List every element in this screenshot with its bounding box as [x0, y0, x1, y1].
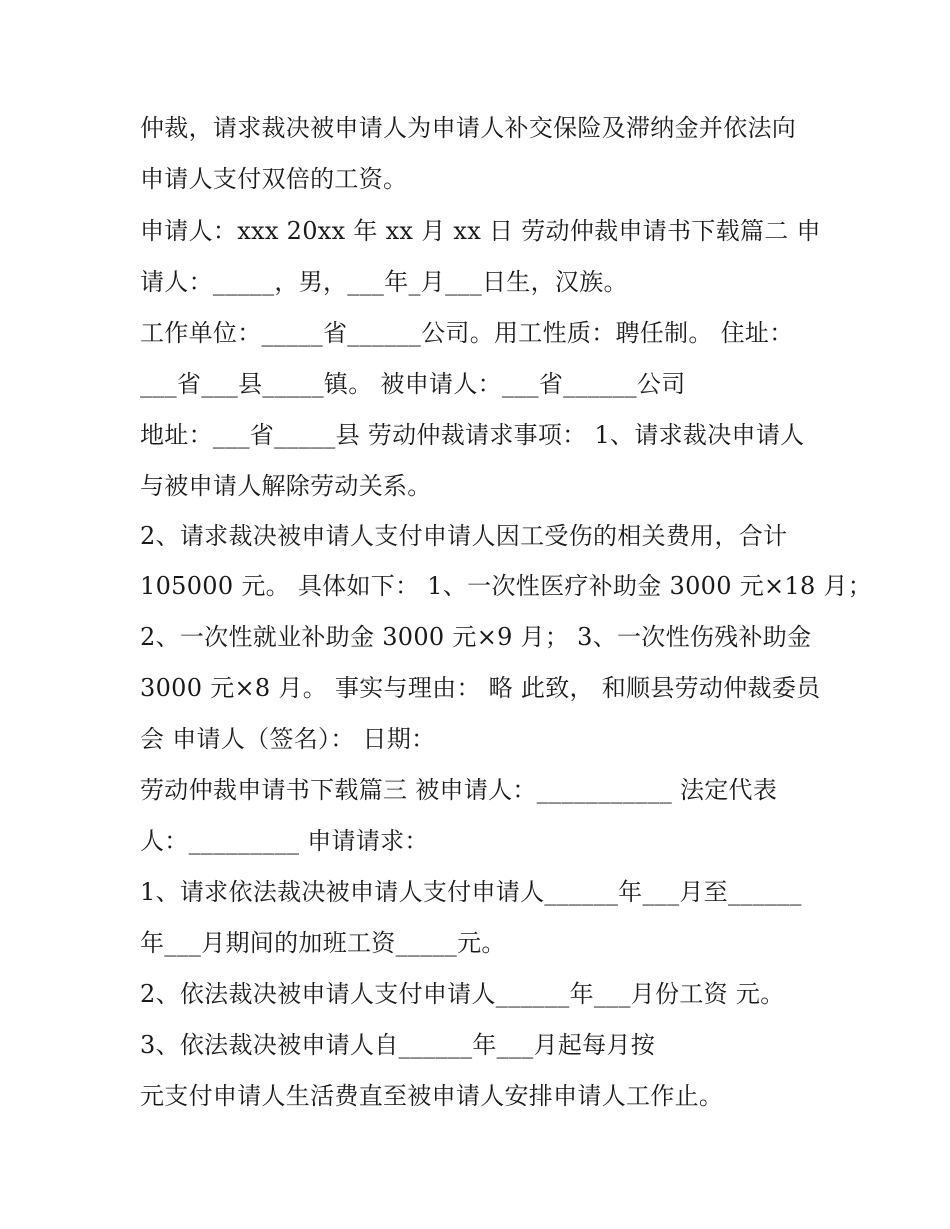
text-line: 年___月期间的加班工资_____元。 [140, 929, 506, 957]
text-line: ___省___县_____镇。 被申请人：___省______公司 [140, 370, 686, 398]
text-line: 105000 元。 具体如下： 1、一次性医疗补助金 3000 元×18 月； [140, 572, 873, 600]
text-line: 申请人支付双倍的工资。 [140, 165, 408, 193]
text-line: 工作单位：_____省______公司。用工性质：聘任制。 住址： [140, 319, 794, 347]
text-line: 3、依法裁决被申请人自______年___月起每月按 [140, 1031, 656, 1059]
text-line: 2、依法裁决被申请人支付申请人______年___月份工资 元。 [140, 980, 785, 1008]
text-line: 地址：___省_____县 劳动仲裁请求事项： 1、请求裁决申请人 [140, 421, 805, 449]
text-line: 3000 元×8 月。 事实与理由： 略 此致， 和顺县劳动仲裁委员 [140, 674, 821, 702]
text-line: 人：_________ 申请请求： [140, 827, 429, 855]
text-line: 元支付申请人生活费直至被申请人安排申请人工作止。 [140, 1082, 724, 1110]
text-line: 申请人：xxx 20xx 年 xx 月 xx 日 劳动仲裁申请书下载篇二 申 [140, 217, 821, 245]
text-line: 会 申请人（签名）： 日期： [140, 725, 436, 753]
text-line: 劳动仲裁申请书下载篇三 被申请人：___________ 法定代表 [140, 776, 778, 804]
text-line: 与被申请人解除劳动关系。 [140, 472, 432, 500]
text-line: 请人：_____，男，___年_月___日生，汉族。 [140, 268, 628, 296]
text-line: 仲裁，请求裁决被申请人为申请人补交保险及滞纳金并依法向 [140, 114, 797, 142]
text-line: 1、请求依法裁决被申请人支付申请人______年___月至______ [140, 878, 802, 906]
text-line: 2、请求裁决被申请人支付申请人因工受伤的相关费用，合计 [140, 522, 788, 550]
text-line: 2、一次性就业补助金 3000 元×9 月； 3、一次性伤残补助金 [140, 623, 812, 651]
